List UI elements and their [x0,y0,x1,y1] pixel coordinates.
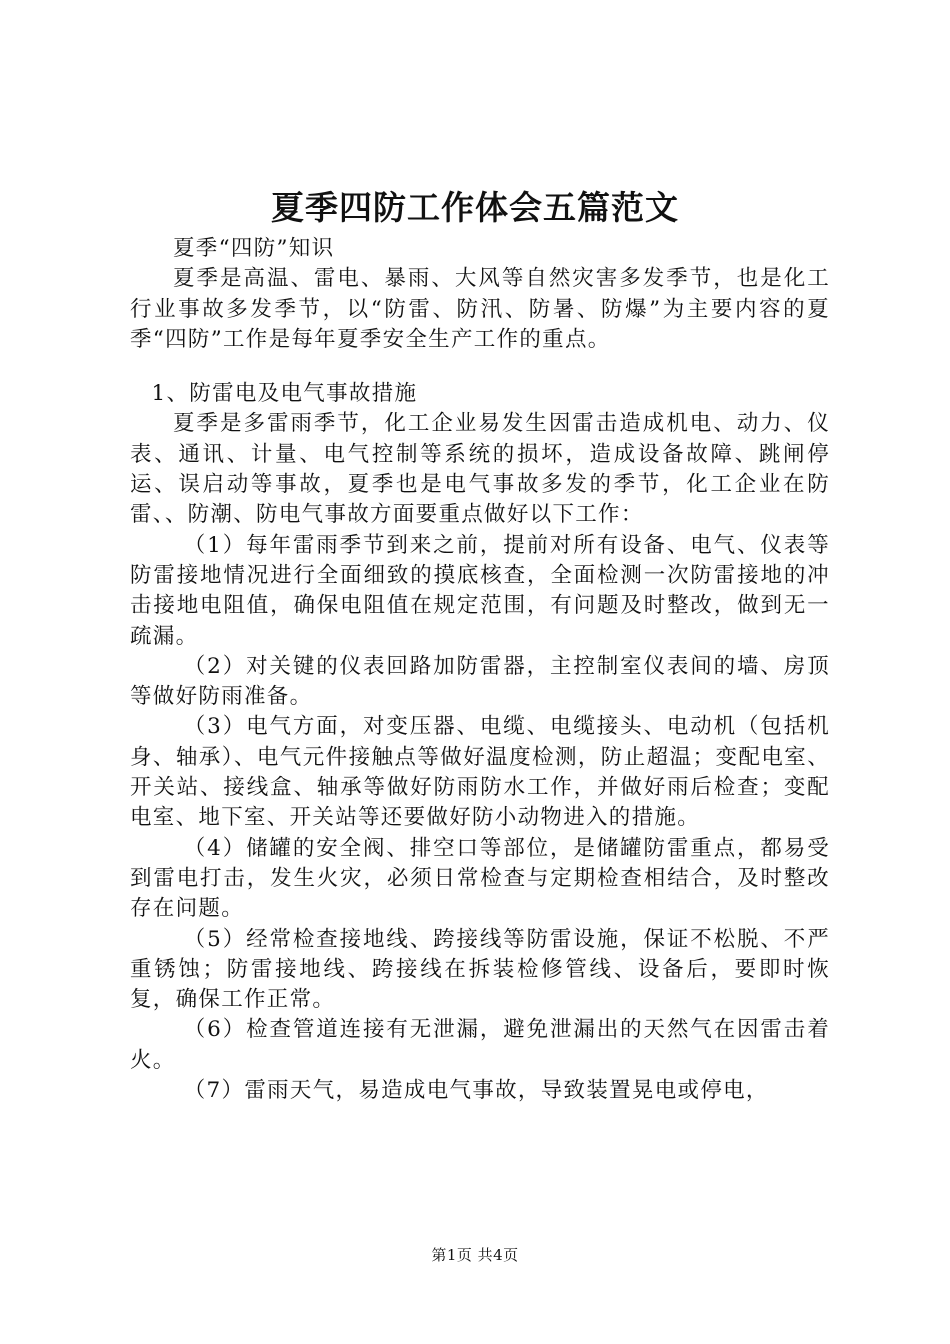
paragraph-item-3: （3）电气方面，对变压器、电缆、电缆接头、电动机（包括机身、轴承）、电气元件接触点等做好温度检测，防止超温；变配电室、开关站、接线盒、轴承等做好防雨防水工作，并做好雨后检查；变配电室、地下室、开关站等还要做好防小动物进入的措施。 [130,714,830,831]
paragraph-item-7: （7）雷雨天气，易造成电气事故，导致装置晃电或停电， [183,1078,769,1104]
document-body [130,234,830,1106]
paragraph-lightning-overview: 夏季是多雷雨季节，化工企业易发生因雷击造成机电、动力、仪表、通讯、计量、电气控制等系统的损坏，造成设备故障、跳闸停运、误启动等事故，夏季也是电气事故多发的季节，化工企业在防雷、、防潮、防电气事故方面要重点做好以下工作： [130,411,830,528]
paragraph-intro: 夏季是高温、雷电、暴雨、大风等自然灾害多发季节，也是化工行业事故多发季节，以“防雷、防汛、防暑、防爆”为主要内容的夏季“四防”工作是每年夏季安全生产工作的重点。 [130,266,830,352]
paragraph-item-2: （2）对关键的仪表回路加防雷器，主控制室仪表间的墙、房顶等做好防雨准备。 [130,653,830,710]
paragraph-item-4: （4）储罐的安全阀、排空口等部位，是储罐防雷重点，都易受到雷电打击，发生火灾，必须日常检查与定期检查相结合，及时整改存在问题。 [130,835,830,922]
paragraph-item-6: （6）检查管道连接有无泄漏，避免泄漏出的天然气在因雷击着火。 [130,1017,830,1073]
paragraph-item-5: （5）经常检查接地线、跨接线等防雷设施，保证不松脱、不严重锈蚀；防雷接地线、跨接线在拆装检修管线、设备后，要即时恢复，确保工作正常。 [130,926,830,1013]
paragraph-item-1: （1）每年雷雨季节到来之前，提前对所有设备、电气、仪表等防雷接地情况进行全面细致的摸底核查，全面检测一次防雷接地的冲击接地电阻值，确保电阻值在规定范围，有问题及时整改，做到无一疏漏。 [130,532,830,649]
page-footer: 第1页 共4页 [431,1246,519,1264]
paragraph-heading-lightning: 1、防雷电及电气事故措施 [151,381,418,407]
paragraph-section-title: 夏季“四防”知识 [173,236,335,261]
document-title: 夏季四防工作体会五篇范文 [271,188,679,227]
